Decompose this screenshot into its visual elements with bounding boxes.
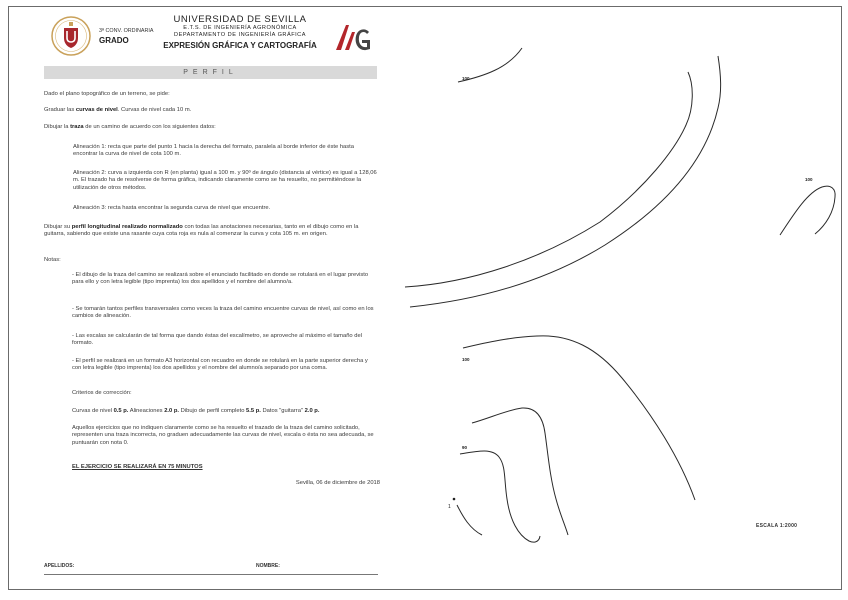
point-1-label: 1	[448, 504, 451, 510]
apellidos-label: APELLIDOS:	[44, 563, 75, 569]
task-dibujar-pre: Dibujar la	[44, 124, 71, 130]
task-graduar-pre: Graduar las	[44, 107, 76, 113]
grado-label: GRADO	[99, 36, 129, 46]
map-scale-label: ESCALA 1:2000	[756, 523, 798, 529]
contour-line-90	[460, 451, 540, 542]
contour-label-100-top: 100	[462, 76, 470, 81]
alineacion-3: Alineación 3: recta hasta encontrar la segunda curva de nivel que encuentre.	[73, 205, 271, 211]
department-name: DEPARTAMENTO DE INGENIERÍA GRÁFICA	[174, 32, 306, 38]
time-limit: EL EJERCICIO SE REALIZARÁ EN 75 MINUTOS	[72, 464, 203, 470]
contour-line-inner-loop	[472, 408, 568, 535]
alineacion-2: Alineación 2: curva a izquierda con R (en planta) igual a 100 m. y 90º de ángulo (distancia al vértice) es igual a 128,06 m. El trazado ha de resolverse de forma gráfica, indicando claramente como se ha resuelto, no permitiéndose la utilización de otros métodos.	[73, 170, 377, 191]
contour-line-valley-lower	[410, 56, 721, 307]
note-2: - Se tomarán tantos perfiles transversales como veces la traza del camino encuentre curvas de nivel, así como en los cambios de alineación.	[72, 306, 374, 320]
scoring-d-points: 2.0 p.	[304, 408, 320, 414]
exam-date: Sevilla, 06 de diciembre de 2018	[295, 480, 380, 486]
task-perfil-pre: Dibujar su	[44, 224, 72, 230]
task-graduar-bold: curvas de nivel	[75, 107, 118, 113]
contour-label-100-lower: 100	[462, 357, 470, 362]
contour-line-bottom	[457, 505, 482, 535]
criteria-heading: Criterios de corrección:	[72, 390, 132, 396]
intro-text: Dado el plano topográfico de un terreno, se pide:	[44, 91, 170, 97]
task-perfil-post: con todas las anotaciones necesarias, tanto en el dibujo como en la guitarra, sabiendo que existe una rasante cuya cota roja es nula al comenzar la curva y cota 105 m. en origen.	[44, 224, 359, 238]
scoring-a: Curvas de nivel	[72, 408, 114, 414]
contour-label-100-right: 100	[805, 177, 813, 182]
scoring-b-points: 2.0 p.	[164, 408, 180, 414]
point-1-marker	[453, 498, 456, 501]
scoring-c: Dibujo de perfil completo	[179, 408, 247, 414]
school-name: E.T.S. DE INGENIERÍA AGRONÓMICA	[183, 25, 297, 31]
task-perfil-bold: perfil longitudinal realizado normalizado	[71, 224, 183, 230]
notes-heading: Notas:	[44, 257, 61, 263]
contour-line-valley-upper	[405, 72, 692, 287]
note-4: - El perfil se realizará en un formato A3 horizontal con recuadro en donde se rotulará en la parte superior derecha y con letra legible (tipo imprenta) los dos apellidos y el nombre del alumno/a separado por una coma.	[72, 358, 368, 372]
note-3: - Las escalas se calcularán de tal forma que dando éstas del escalímetro, se aproveche al máximo el tamaño del formato.	[72, 333, 363, 347]
contour-label-90: 90	[462, 445, 468, 450]
task-dibujar-bold: traza	[70, 124, 84, 130]
alineacion-1: Alineación 1: recta que parte del punto 1 hacia la derecha del formato, paralela al borde inferior de éste hasta encontrar la curva de nivel de cota 100 m.	[73, 144, 355, 158]
contour-line-100-lower	[463, 336, 695, 500]
scoring-b: Alineaciones	[128, 408, 165, 414]
university-name: UNIVERSIDAD DE SEVILLA	[173, 14, 307, 25]
grading-note: Aquellos ejercicios que no indiquen claramente como se ha resuelto el trazado de la traza del camino solicitado, representen una traza incorrecta, no graduen adecuadamente las curvas de nivel, escala o ésta no sea adecuada, se puntuarán con nota 0.	[72, 425, 374, 446]
scoring-c-points: 5.5 p.	[246, 408, 261, 414]
scoring-a-points: 0.5 p.	[113, 408, 129, 414]
section-title: PERFIL	[183, 69, 238, 76]
task-graduar-post: . Curvas de nivel cada 10 m.	[117, 107, 192, 113]
subject-name: EXPRESIÓN GRÁFICA Y CARTOGRAFÍA	[163, 41, 317, 50]
note-1: - El dibujo de la traza del camino se realizará sobre el enunciado facilitado en donde se rotulará en el lugar previsto para ello y con letra legible (tipo imprenta) los dos apellidos y el nombre del alumno/a.	[72, 272, 369, 286]
convocatoria-label: 3ª CONV. ORDINARIA	[99, 28, 154, 34]
nombre-label: NOMBRE:	[256, 563, 280, 569]
task-dibujar-post: de un camino de acuerdo con los siguientes datos:	[83, 124, 216, 130]
contour-line-right	[780, 186, 835, 235]
scoring-d: Datos "guitarra"	[260, 408, 305, 414]
